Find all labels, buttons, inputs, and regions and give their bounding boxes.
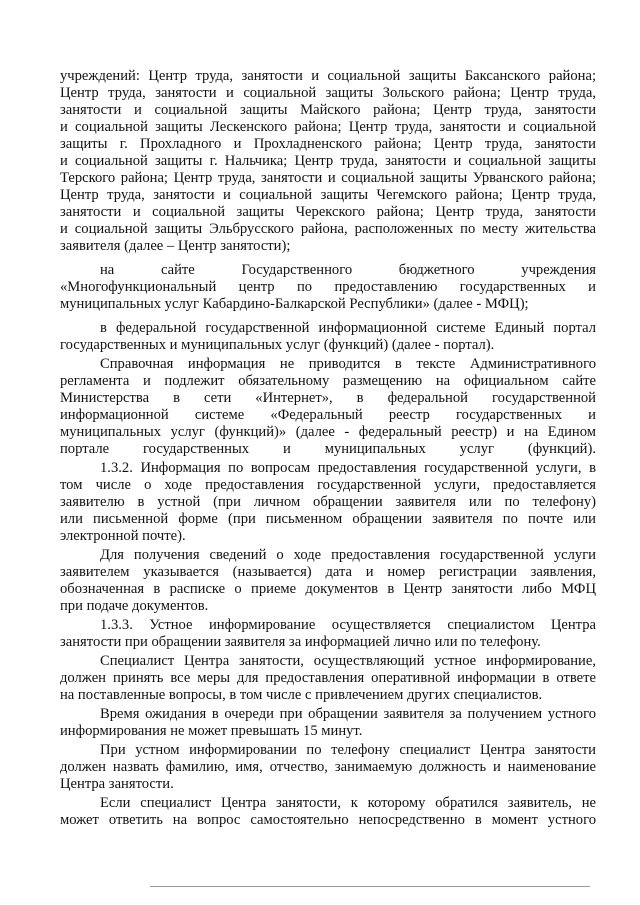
text-line: на сайте Государственного бюджетного учреждения xyxy=(100,262,596,278)
text-line: 1.3.2. Информация по вопросам предоставления государственной услуги, в xyxy=(100,460,596,476)
text-line: должен назвать фамилию, имя, отчество, занимаемую должность и наименование xyxy=(60,759,596,775)
text-line: информирования не может превышать 15 минут. xyxy=(60,723,363,739)
text-line: Министерства в сети «Интернет», в федеральной государственной xyxy=(60,390,596,406)
text-line: Если специалист Центра занятости, к которому обратился заявитель, не xyxy=(100,795,596,811)
text-line: муниципальных услуг Кабардино-Балкарской Республики» (далее - МФЦ); xyxy=(60,296,529,312)
text-line: Для получения сведений о ходе предоставления государственной услуги xyxy=(100,547,596,563)
text-line: заявителем указывается (называется) дата и номер регистрации заявления, xyxy=(60,564,596,580)
text-line: занятости и социальной защиты Майского района; Центр труда, занятости xyxy=(60,102,596,118)
text-line: заявителя (далее – Центр занятости); xyxy=(60,238,291,254)
text-line: и социальной защиты Лескенского района; Центр труда, занятости и социальной xyxy=(60,119,596,135)
text-line: Центр труда, занятости и социальной защиты Зольского района; Центр труда, xyxy=(60,85,596,101)
text-line: Время ожидания в очереди при обращении заявителя за получением устного xyxy=(100,706,596,722)
text-line: обозначенная в расписке о приеме документов в Центр занятости либо МФЦ xyxy=(60,581,596,597)
text-line: и социальной защиты г. Нальчика; Центр труда, занятости и социальной защиты xyxy=(60,153,596,169)
text-line: 1.3.3. Устное информирование осуществляется специалистом Центра xyxy=(100,617,596,633)
text-line: «Многофункциональный центр по предоставлению государственных и xyxy=(60,279,596,295)
text-line: в федеральной государственной информационной системе Единый портал xyxy=(100,320,596,336)
text-line: Терского района; Центр труда, занятости и социальной защиты Урванского района; xyxy=(60,170,596,186)
text-line: государственных и муниципальных услуг (функций) (далее - портал). xyxy=(60,337,495,353)
text-line: заявителю в устной (при личном обращении заявителя или по телефону) xyxy=(60,494,596,510)
text-line: на поставленные вопросы, в том числе с привлечением других специалистов. xyxy=(60,687,543,703)
text-line: муниципальных услуг (функций)» (далее - федеральный реестр) и на Едином xyxy=(60,424,596,440)
text-line: учреждений: Центр труда, занятости и социальной защиты Баксанского района; xyxy=(60,68,596,84)
text-line: занятости и социальной защиты Черекского района; Центр труда, занятости xyxy=(60,204,596,220)
text-line: информационной системе «Федеральный реестр государственных и xyxy=(60,407,596,423)
text-line: При устном информировании по телефону специалист Центра занятости xyxy=(100,742,596,758)
text-line: Центра занятости. xyxy=(60,776,174,792)
text-line: или письменной форме (при письменном обращении заявителя по почте или xyxy=(60,511,596,527)
text-line: Справочная информация не приводится в тексте Административного xyxy=(100,356,596,372)
footer-rule xyxy=(150,886,590,887)
text-line: защиты г. Прохладного и Прохладненского района; Центр труда, занятости xyxy=(60,136,596,152)
text-line: портале государственных и муниципальных услуг (функций). xyxy=(60,441,596,457)
text-line: регламента и подлежит обязательному размещению на официальном сайте xyxy=(60,373,596,389)
text-line: может ответить на вопрос самостоятельно непосредственно в момент устного xyxy=(60,812,596,828)
text-line: и социальной защиты Эльбрусского района, расположенных по месту жительства xyxy=(60,221,596,237)
text-line: при подаче документов. xyxy=(60,598,209,614)
text-line: Специалист Центра занятости, осуществляющий устное информирование, xyxy=(100,653,596,669)
text-line: занятости при обращении заявителя за информацией лично или по телефону. xyxy=(60,634,541,650)
text-line: должен принять все меры для предоставления оперативной информации в ответе xyxy=(60,670,596,686)
text-line: том числе о ходе предоставления государственной услуги, предоставляется xyxy=(60,477,596,493)
text-line: электронной почте). xyxy=(60,528,186,544)
text-line: Центр труда, занятости и социальной защиты Чегемского района; Центр труда, xyxy=(60,187,596,203)
